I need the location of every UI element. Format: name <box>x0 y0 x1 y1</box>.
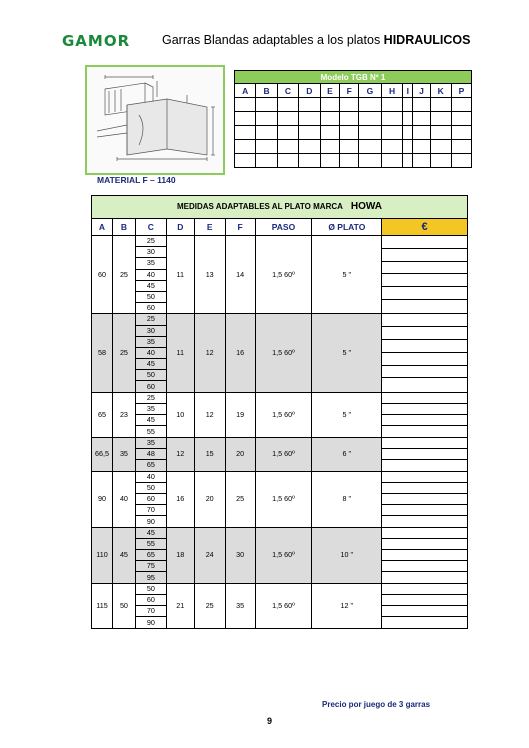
cell-e: 12 <box>194 392 225 437</box>
cell-c: 35 <box>135 437 166 448</box>
price-line <box>382 460 467 471</box>
column-header: Ø PLATO <box>312 219 382 236</box>
model-table <box>234 70 472 168</box>
model-cell <box>340 140 359 154</box>
cell-c: 30 <box>135 247 166 258</box>
price-footnote: Precio por juego de 3 garras <box>322 700 431 709</box>
model-col-header: G <box>359 84 382 98</box>
model-cell <box>381 126 402 140</box>
cell-b: 40 <box>112 471 135 527</box>
column-header: F <box>225 219 255 236</box>
model-cell <box>299 98 320 112</box>
price-line <box>382 572 467 583</box>
cell-plato: 5 " <box>312 314 382 392</box>
column-header: E <box>194 219 225 236</box>
price-line <box>382 327 467 340</box>
model-cell <box>451 154 471 168</box>
model-cell <box>340 98 359 112</box>
cell-plato: 6 " <box>312 437 382 471</box>
price-line <box>382 415 467 426</box>
model-cell <box>235 140 256 154</box>
table-row <box>92 392 468 403</box>
model-cell <box>451 126 471 140</box>
model-cell <box>277 154 298 168</box>
price-line <box>382 606 467 617</box>
measures-brand: HOWA <box>350 201 383 212</box>
price-line <box>382 314 467 327</box>
model-cell <box>256 140 277 154</box>
model-cell <box>299 126 320 140</box>
cell-paso: 1,5 60º <box>255 314 312 392</box>
cell-c: 55 <box>135 538 166 549</box>
model-cell <box>403 98 413 112</box>
model-cell <box>430 98 451 112</box>
cell-e: 13 <box>194 236 225 314</box>
cell-f: 19 <box>225 392 255 437</box>
price-line <box>382 595 467 606</box>
cell-c: 35 <box>135 258 166 269</box>
cell-plato: 5 " <box>312 236 382 314</box>
column-header: PASO <box>255 219 312 236</box>
model-cell <box>277 98 298 112</box>
model-col-header: P <box>451 84 471 98</box>
cell-c: 60 <box>135 381 166 392</box>
price-cell <box>382 236 468 314</box>
page-number: 9 <box>267 716 273 726</box>
cell-e: 25 <box>194 583 225 628</box>
cell-d: 21 <box>166 583 194 628</box>
price-line <box>382 378 467 391</box>
model-cell <box>413 98 430 112</box>
measures-title-text: MEDIDAS ADAPTABLES AL PLATO MARCA <box>176 202 343 211</box>
cell-f: 20 <box>225 437 255 471</box>
cell-c: 90 <box>135 617 166 628</box>
cell-a: 58 <box>92 314 113 392</box>
model-cell <box>451 112 471 126</box>
price-line <box>382 449 467 460</box>
model-cell <box>235 154 256 168</box>
price-line <box>382 617 467 628</box>
model-cell <box>413 126 430 140</box>
cell-f: 25 <box>225 471 255 527</box>
table-row <box>92 236 468 247</box>
model-cell <box>403 154 413 168</box>
cell-b: 45 <box>112 527 135 583</box>
measures-title <box>92 196 468 219</box>
cell-paso: 1,5 60º <box>255 471 312 527</box>
model-cell <box>320 140 340 154</box>
model-cell <box>430 112 451 126</box>
model-cell <box>430 140 451 154</box>
model-cell <box>359 112 382 126</box>
price-cell <box>382 471 468 527</box>
model-cell <box>403 126 413 140</box>
cell-e: 20 <box>194 471 225 527</box>
model-cell <box>359 126 382 140</box>
price-line <box>382 274 467 287</box>
cell-d: 12 <box>166 437 194 471</box>
model-col-header: C <box>277 84 298 98</box>
model-col-header: I <box>403 84 413 98</box>
cell-c: 75 <box>135 561 166 572</box>
model-col-header: H <box>381 84 402 98</box>
model-col-header: J <box>413 84 430 98</box>
cell-paso: 1,5 60º <box>255 437 312 471</box>
cell-a: 65 <box>92 392 113 437</box>
header-title-bold: HIDRAULICOS <box>383 33 471 47</box>
cell-plato: 10 " <box>312 527 382 583</box>
price-line <box>382 353 467 366</box>
model-col-header: A <box>235 84 256 98</box>
model-cell <box>430 154 451 168</box>
cell-c: 25 <box>135 392 166 403</box>
column-header: B <box>112 219 135 236</box>
cell-a: 110 <box>92 527 113 583</box>
price-line <box>382 472 467 483</box>
price-line <box>382 393 467 404</box>
model-cell <box>381 154 402 168</box>
cell-plato: 12 " <box>312 583 382 628</box>
cell-c: 35 <box>135 336 166 347</box>
price-line <box>382 340 467 353</box>
cell-c: 48 <box>135 448 166 459</box>
column-header: A <box>92 219 113 236</box>
model-cell <box>413 154 430 168</box>
cell-paso: 1,5 60º <box>255 392 312 437</box>
price-line <box>382 539 467 550</box>
cell-f: 14 <box>225 236 255 314</box>
cell-c: 45 <box>135 415 166 426</box>
price-line <box>382 249 467 262</box>
logo: GAMOR <box>62 32 131 50</box>
cell-c: 40 <box>135 269 166 280</box>
cell-paso: 1,5 60º <box>255 583 312 628</box>
price-line <box>382 404 467 415</box>
cell-a: 115 <box>92 583 113 628</box>
model-cell <box>256 112 277 126</box>
cell-a: 60 <box>92 236 113 314</box>
table-row <box>92 471 468 482</box>
cell-c: 95 <box>135 572 166 583</box>
table-row <box>92 437 468 448</box>
column-header: D <box>166 219 194 236</box>
cell-plato: 5 " <box>312 392 382 437</box>
model-cell <box>403 112 413 126</box>
price-line <box>382 300 467 313</box>
cell-c: 60 <box>135 303 166 314</box>
price-cell <box>382 583 468 628</box>
material-label: MATERIAL F – 1140 <box>97 175 176 185</box>
model-cell <box>381 140 402 154</box>
model-cell <box>359 154 382 168</box>
cell-c: 45 <box>135 359 166 370</box>
price-line <box>382 505 467 516</box>
model-cell <box>451 140 471 154</box>
model-col-header: F <box>340 84 359 98</box>
cell-c: 50 <box>135 291 166 302</box>
price-line <box>382 528 467 539</box>
cell-f: 16 <box>225 314 255 392</box>
model-cell <box>320 126 340 140</box>
cell-b: 25 <box>112 236 135 314</box>
header-title <box>162 33 470 47</box>
price-line <box>382 438 467 449</box>
model-cell <box>299 140 320 154</box>
model-cell <box>299 154 320 168</box>
model-cell <box>359 140 382 154</box>
model-cell <box>340 126 359 140</box>
price-line <box>382 483 467 494</box>
cell-d: 10 <box>166 392 194 437</box>
price-line <box>382 262 467 275</box>
price-cell <box>382 314 468 392</box>
cell-c: 45 <box>135 527 166 538</box>
price-line <box>382 516 467 527</box>
cell-c: 25 <box>135 314 166 325</box>
cell-b: 25 <box>112 314 135 392</box>
euro-header: € <box>382 219 468 236</box>
model-cell <box>340 112 359 126</box>
cell-c: 65 <box>135 460 166 471</box>
price-line <box>382 584 467 595</box>
cell-c: 40 <box>135 347 166 358</box>
cell-b: 50 <box>112 583 135 628</box>
model-cell <box>277 126 298 140</box>
model-col-header: D <box>299 84 320 98</box>
cell-c: 70 <box>135 606 166 617</box>
cell-a: 66,5 <box>92 437 113 471</box>
model-cell <box>381 112 402 126</box>
cell-b: 23 <box>112 392 135 437</box>
cell-b: 35 <box>112 437 135 471</box>
price-cell <box>382 527 468 583</box>
model-cell <box>299 112 320 126</box>
table-row <box>92 583 468 594</box>
cell-e: 12 <box>194 314 225 392</box>
cell-c: 35 <box>135 403 166 414</box>
cell-c: 55 <box>135 426 166 437</box>
price-line <box>382 287 467 300</box>
model-col-header: E <box>320 84 340 98</box>
model-cell <box>451 98 471 112</box>
cell-e: 24 <box>194 527 225 583</box>
measures-table <box>91 195 468 629</box>
table-row <box>92 527 468 538</box>
cell-e: 15 <box>194 437 225 471</box>
model-cell <box>256 126 277 140</box>
column-header: C <box>135 219 166 236</box>
cell-c: 50 <box>135 370 166 381</box>
cell-c: 70 <box>135 505 166 516</box>
cell-c: 50 <box>135 482 166 493</box>
cell-a: 90 <box>92 471 113 527</box>
cell-f: 30 <box>225 527 255 583</box>
cell-c: 45 <box>135 280 166 291</box>
cell-d: 11 <box>166 314 194 392</box>
jaw-drawing-icon <box>87 67 223 173</box>
cell-c: 90 <box>135 516 166 527</box>
cell-c: 25 <box>135 236 166 247</box>
price-line <box>382 561 467 572</box>
price-line <box>382 426 467 437</box>
model-cell <box>256 98 277 112</box>
cell-c: 60 <box>135 594 166 605</box>
model-col-header: B <box>256 84 277 98</box>
model-cell <box>256 154 277 168</box>
model-cell <box>277 112 298 126</box>
model-cell <box>381 98 402 112</box>
price-cell <box>382 437 468 471</box>
model-cell <box>235 98 256 112</box>
model-cell <box>413 112 430 126</box>
model-cell <box>359 98 382 112</box>
model-cell <box>430 126 451 140</box>
model-cell <box>235 126 256 140</box>
cell-c: 30 <box>135 325 166 336</box>
cell-f: 35 <box>225 583 255 628</box>
cell-paso: 1,5 60º <box>255 236 312 314</box>
technical-drawing <box>85 65 225 175</box>
cell-c: 60 <box>135 494 166 505</box>
model-cell <box>277 140 298 154</box>
cell-d: 16 <box>166 471 194 527</box>
model-cell <box>413 140 430 154</box>
header-title-prefix: Garras Blandas adaptables a los platos <box>162 33 384 47</box>
model-cell <box>320 112 340 126</box>
price-cell <box>382 392 468 437</box>
model-col-header: K <box>430 84 451 98</box>
price-line <box>382 236 467 249</box>
model-cell <box>235 112 256 126</box>
model-cell <box>320 98 340 112</box>
price-line <box>382 494 467 505</box>
cell-c: 40 <box>135 471 166 482</box>
cell-plato: 8 " <box>312 471 382 527</box>
model-cell <box>320 154 340 168</box>
table-row <box>92 314 468 325</box>
price-line <box>382 550 467 561</box>
cell-paso: 1,5 60º <box>255 527 312 583</box>
model-table-title: Modelo TGB Nº 1 <box>235 71 472 84</box>
model-cell <box>340 154 359 168</box>
model-cell <box>403 140 413 154</box>
cell-c: 65 <box>135 550 166 561</box>
cell-d: 11 <box>166 236 194 314</box>
cell-c: 50 <box>135 583 166 594</box>
price-line <box>382 366 467 379</box>
cell-d: 18 <box>166 527 194 583</box>
